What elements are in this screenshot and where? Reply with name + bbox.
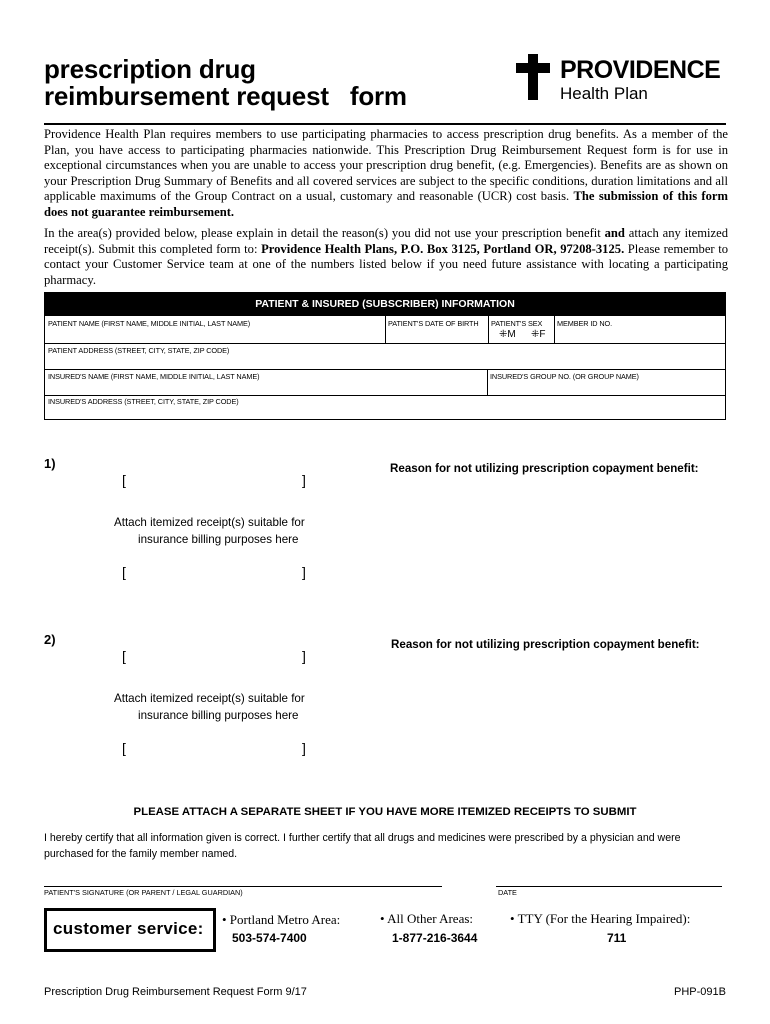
insured-address-label: INSURED'S ADDRESS (STREET, CITY, STATE, ZIP CODE) [48,397,239,406]
bracket-close: ] [302,472,306,488]
bracket-open: [ [122,472,126,488]
providence-logo [516,54,728,104]
other-areas-label: • All Other Areas: [380,911,474,926]
group-field[interactable] [488,380,724,394]
patient-name-field[interactable] [46,317,384,341]
reason-label-1: Reason for not utilizing prescription copayment benefit: [390,462,699,475]
row-divider [45,369,725,370]
instructions-text-b: attach any itemized receipt(s). Submit this completed form to: [44,226,728,256]
dob-label: PATIENT'S DATE OF BIRTH [388,319,479,328]
insured-name-label: INSURED'S NAME (FIRST NAME, MIDDLE INITIAL, LAST NAME) [48,372,260,381]
logo-name: PROVIDENCE [560,56,721,84]
customer-service-heading: customer service: [53,919,204,938]
title-line-1: prescription drug [44,54,256,84]
cross-icon [516,54,550,100]
reason-label-2: Reason for not utilizing prescription copayment benefit: [391,638,700,651]
checkbox-icon: ⁜ [499,329,508,340]
patient-name-label: PATIENT NAME (FIRST NAME, MIDDLE INITIAL, LAST NAME) [48,319,251,328]
portland-number: 503-574-7400 [232,931,307,945]
date-label: DATE [498,888,517,897]
attach-line-2: insurance billing purposes here [138,709,299,722]
sex-male-option[interactable] [499,329,516,340]
attach-line-2: insurance billing purposes here [138,533,299,546]
attach-line-1: Attach itemized receipt(s) suitable for [114,516,305,529]
member-id-label: MEMBER ID NO. [557,319,613,328]
intro-paragraph-1 [44,127,728,221]
insured-address-field[interactable] [46,405,724,418]
intro-text: Providence Health Plan requires members to use participating pharmacies to access prescription drug benefits. As a member of the Plan, you have access to participating pharmacies nationwide. This Prescription Drug Reimbursement Request form is for use in exceptional circumstances when you are unable to access your prescription drug benefit, (e.g. Emergencies). Benefits are as shown on your Prescription Drug Summary of Benefits and all covered services are subject to the specific conditions, duration limitations and all applicable maximums of the Group Contract on a usual, customary and reasonable (UCR) cost basis. [44,127,728,204]
form-name-footer: Prescription Drug Reimbursement Request Form 9/17 [44,986,307,998]
intro-paragraph-2 [44,226,728,288]
reason-field-2[interactable] [391,656,726,796]
divider [488,316,489,343]
sex-male-label: M [507,329,516,340]
bracket-open: [ [122,648,126,664]
dob-field[interactable] [386,327,488,342]
insured-name-field[interactable] [46,380,486,394]
member-id-field[interactable] [555,327,724,342]
form-title [44,56,407,110]
instructions-text-c: Please remember to contact your Customer Service team at one of the numbers listed below if you need future assistance with locating a participating pharmacy. [44,241,729,287]
customer-service-box [44,908,216,952]
table-heading: PATIENT & INSURED (SUBSCRIBER) INFORMATION [45,293,725,316]
patient-address-label: PATIENT ADDRESS (STREET, CITY, STATE, ZIP CODE) [48,346,230,355]
checkbox-icon: ⁜ [531,329,540,340]
signature-line [44,886,442,887]
group-label: INSURED'S GROUP NO. (OR GROUP NAME) [490,372,639,381]
row-divider [45,343,725,344]
patient-info-table [44,292,726,420]
bracket-open: [ [122,564,126,580]
bracket-close: ] [302,648,306,664]
sex-female-label: F [539,329,546,340]
attach-separate-sheet-notice: PLEASE ATTACH A SEPARATE SHEET IF YOU HAVE MORE ITEMIZED RECEIPTS TO SUBMIT [133,806,637,818]
attach-receipt-area-2[interactable] [114,690,305,724]
date-line [496,886,722,887]
certification-text: I hereby certify that all information given is correct. I further certify that all drugs and medicines were prescribed by a physician and were purchased for the family member named. [44,832,681,860]
and-emphasis: and [604,226,625,240]
sex-label: PATIENT'S SEX [491,319,543,328]
sex-female-option[interactable] [531,329,546,340]
signature-field[interactable] [44,866,442,886]
instructions-text-a: In the area(s) provided below, please explain in detail the reason(s) you did not use your prescription benefit [44,226,605,240]
section-number-1: 1) [44,456,56,471]
section-number-2: 2) [44,632,56,647]
form-code-footer: PHP-091B [674,986,726,998]
attach-receipt-area-1[interactable] [114,514,305,548]
patient-address-field[interactable] [46,354,724,368]
bracket-open: [ [122,740,126,756]
attach-line-1: Attach itemized receipt(s) suitable for [114,692,305,705]
signature-label: PATIENT'S SIGNATURE (OR PARENT / LEGAL GUARDIAN) [44,888,243,897]
title-line-2: reimbursement request form [44,81,407,111]
tty-number: 711 [607,931,627,945]
row-divider [45,395,725,396]
logo-subtitle: Health Plan [560,84,648,103]
date-field[interactable] [496,866,722,886]
bracket-close: ] [302,564,306,580]
reason-field-1[interactable] [390,480,726,620]
mailing-address: Providence Health Plans, P.O. Box 3125, Portland OR, 97208-3125. [261,241,625,256]
tty-label: • TTY (For the Hearing Impaired): [510,911,691,926]
no-guarantee-notice: The submission of this form does not guarantee reimbursement. [44,189,728,219]
other-areas-number: 1-877-216-3644 [392,931,478,945]
bracket-close: ] [302,740,306,756]
portland-label: • Portland Metro Area: [222,912,341,927]
header-rule [44,123,726,125]
